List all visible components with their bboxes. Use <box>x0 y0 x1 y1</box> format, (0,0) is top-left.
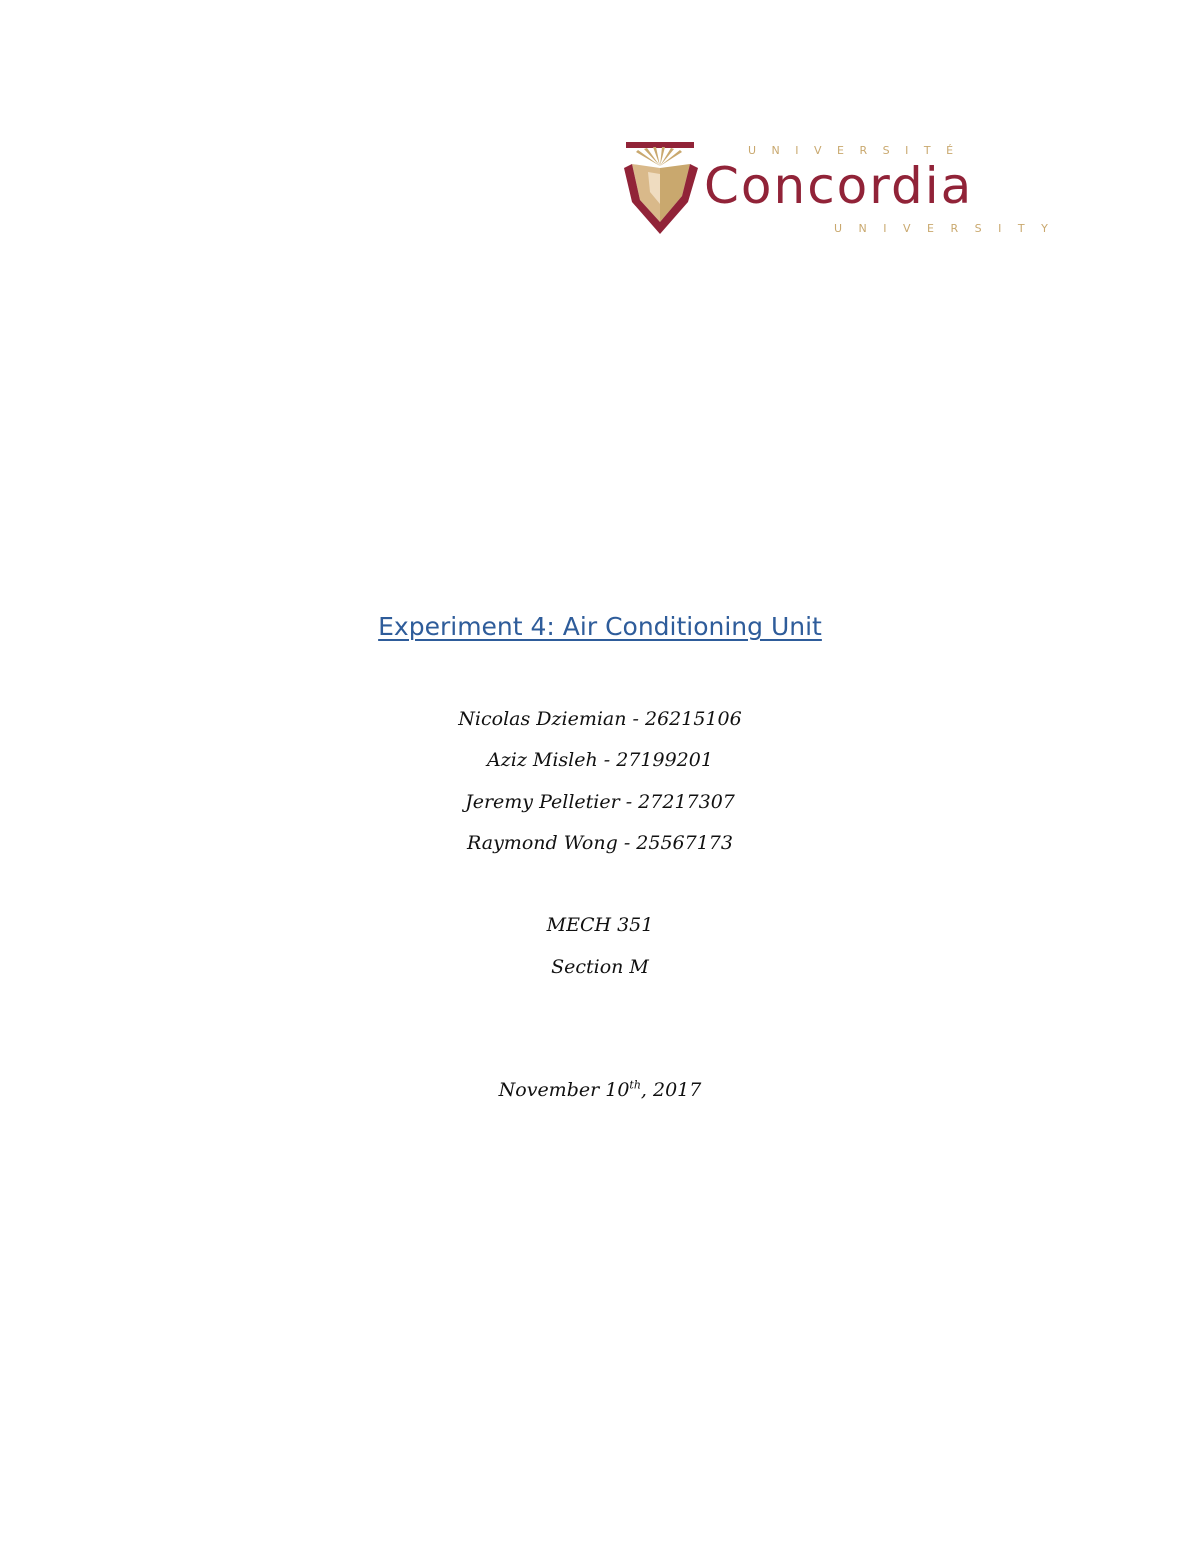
logo-universite-text: UNIVERSITÉ <box>748 144 969 157</box>
date-month-day: November 10 <box>498 1079 630 1101</box>
logo-concordia-text: Concordia <box>704 157 974 215</box>
course-code: MECH 351 <box>546 914 654 936</box>
concordia-logo <box>622 138 1065 242</box>
author-line: Raymond Wong - 25567173 <box>467 832 733 854</box>
concordia-shield-icon <box>622 138 702 238</box>
author-line: Aziz Misleh - 27199201 <box>487 749 713 771</box>
course-section: Section M <box>551 956 649 978</box>
author-line: Nicolas Dziemian - 26215106 <box>458 708 742 730</box>
document-title: Experiment 4: Air Conditioning Unit <box>378 612 822 641</box>
submission-date <box>0 1077 1200 1103</box>
logo-university-text: UNIVERSITY <box>834 222 1065 235</box>
date-year: , 2017 <box>640 1079 702 1101</box>
author-line: Jeremy Pelletier - 27217307 <box>465 791 735 813</box>
date-ordinal-suffix: th <box>629 1078 641 1092</box>
